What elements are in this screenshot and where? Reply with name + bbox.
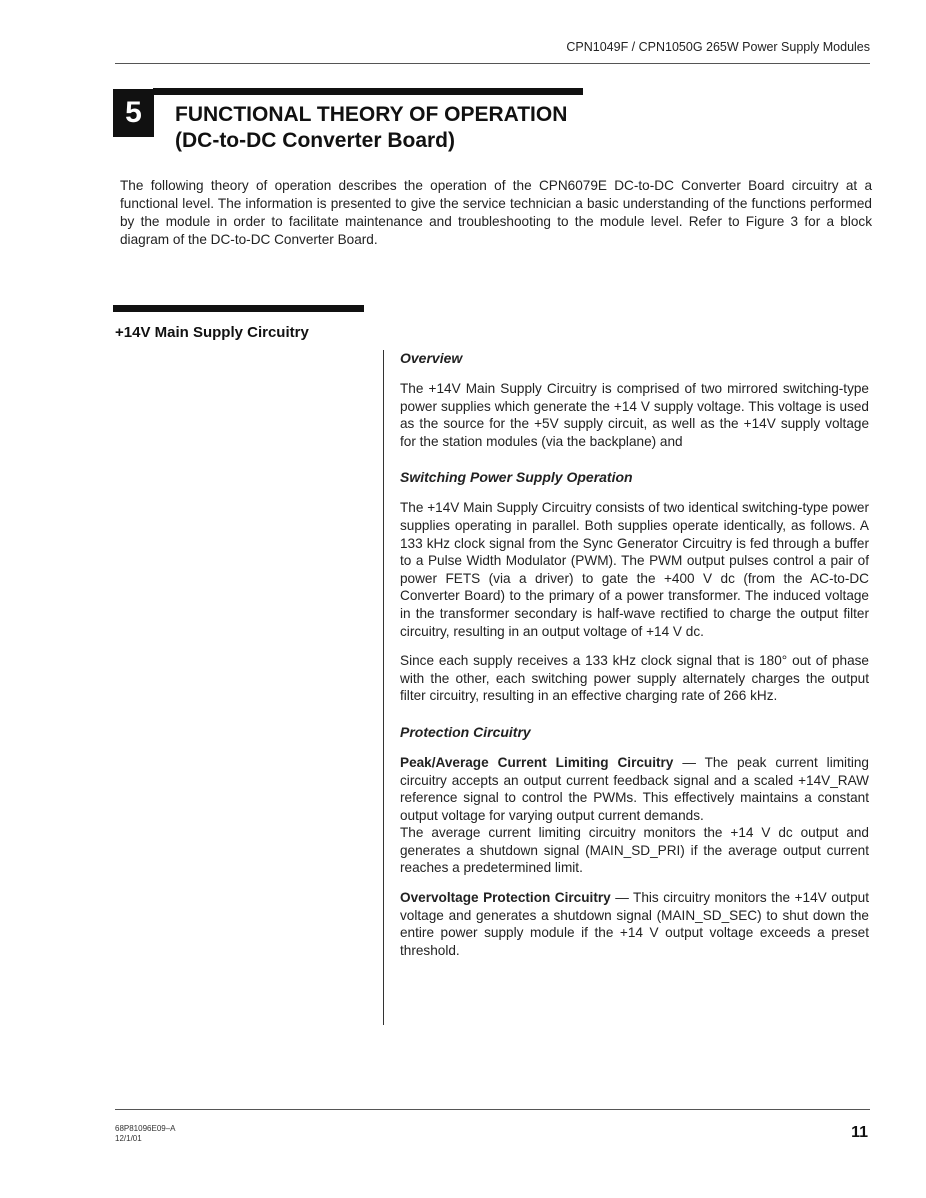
subsection-bar (113, 305, 364, 312)
section-title (175, 102, 567, 154)
peak-current-lead: Peak/Average Current Limiting Circuitry (400, 754, 674, 770)
overvoltage-lead: Overvoltage Protection Circuitry (400, 890, 611, 906)
protection-heading: Protection Circuitry (400, 723, 531, 740)
header-rule (115, 63, 870, 64)
switching-para-2: Since each supply receives a 133 kHz clock signal that is 180° out of phase with the other, each switching power supply alternately charges the output filter circuitry, resulting in an effective charging rate of 266 kHz. (400, 653, 869, 704)
average-current-paragraph: The average current limiting circuitry monitors the +14 V dc output and generates a shutdown signal (MAIN_SD_PRI) if the average output current reaches a predetermined limit. (400, 825, 869, 876)
section-title-bar (153, 88, 583, 95)
overview-text: The +14V Main Supply Circuitry is comprised of two mirrored switching-type power supplies which generate the +14 V supply voltage. This voltage is used as the source for the +5V supply circuit, as well as the +14V supply voltage for the station modules (via the backplane) and (400, 381, 869, 449)
peak-current-text: — The peak current limiting circuitry accepts an output current feedback signal and a scaled +14V_RAW reference signal to control the PWMs. This effectively maintains a constant output voltage for varying output current demands. (400, 754, 869, 823)
document-number: 68P81096E09–A (115, 1124, 176, 1133)
intro-paragraph: The following theory of operation describes the operation of the CPN6079E DC-to-DC Converter Board circuitry at a functional level. The information is presented to give the service technician a basic understanding of the functions performed by the module in order to facilitate maintenance and troubleshooting to the module level. Refer to Figure 3 for a block diagram of the DC-to-DC Converter Board. (120, 178, 872, 247)
section-title-line1: FUNCTIONAL THEORY OF OPERATION (175, 103, 568, 126)
overvoltage-text: — This circuitry monitors the +14V output voltage and generates a shutdown signal (MAIN_SD_SEC) to shut down the entire power supply module if the +14 V output voltage exceeds a preset threshold. (400, 890, 870, 958)
switching-heading: Switching Power Supply Operation (400, 469, 633, 486)
switching-para-1: The +14V Main Supply Circuitry consists of two identical switching-type power supplies operating in parallel. Both supplies operate identically, as follows. A 133 kHz clock signal from the Sync Generator Circuitry is fed through a buffer to a Pulse Width Modulator (PWM). The PWM output pulses control a pair of power FETS (via a driver) to gate the +400 V dc (from the AC-to-DC Converter Board) to the primary of a power transformer. The induced voltage in the transformer secondary is half-wave rectified to charge the output filter circuitry, resulting in an output voltage of +14 V dc. (400, 500, 869, 639)
running-header: CPN1049F / CPN1050G 265W Power Supply Modules (566, 40, 870, 54)
footer-rule (115, 1109, 870, 1110)
section-number: 5 (113, 89, 154, 137)
page-number: 11 (851, 1124, 868, 1141)
overvoltage-paragraph (400, 889, 869, 959)
subsection-heading: +14V Main Supply Circuitry (115, 324, 309, 341)
column-rule (383, 350, 384, 1025)
document-date: 12/1/01 (115, 1134, 142, 1143)
document-id (115, 1124, 176, 1144)
peak-current-paragraph (400, 754, 869, 824)
body-column (400, 349, 869, 971)
section-title-line2: (DC-to-DC Converter Board) (175, 129, 455, 152)
overview-heading: Overview (400, 350, 463, 366)
